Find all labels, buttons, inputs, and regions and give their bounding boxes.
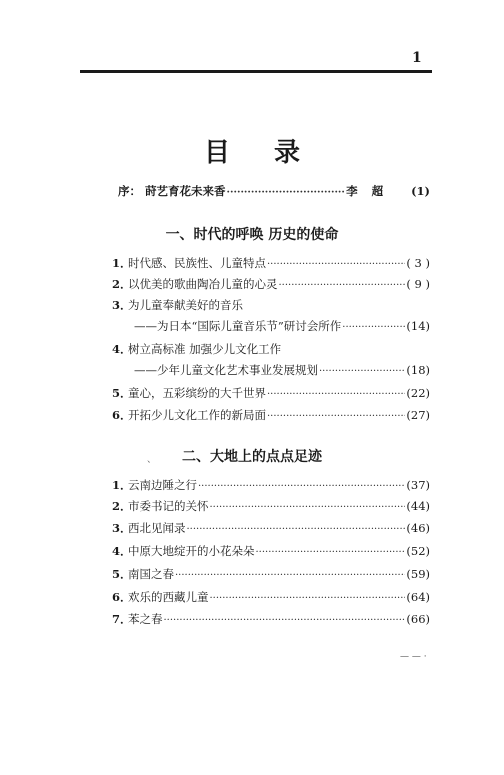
toc-item-title: 中原大地绽开的小花朵朵 (128, 544, 255, 558)
toc-item-page: (46) (406, 521, 430, 535)
toc-leader (164, 612, 406, 630)
toc-leader (210, 590, 406, 608)
toc-item[interactable] (112, 542, 430, 560)
toc-item-title: 以优美的歌曲陶冶儿童的心灵 (128, 277, 278, 291)
toc-item[interactable] (112, 476, 430, 494)
toc-item-page: (44) (406, 499, 430, 513)
section-heading-1: 一、时代的呼唤 历史的使命 (165, 227, 339, 243)
toc-leader (267, 256, 405, 274)
toc-item[interactable] (112, 406, 430, 424)
toc-item-page: ( 3 ) (406, 256, 430, 270)
toc-item-title: 时代感、民族性、儿童特点 (128, 256, 266, 270)
toc-item[interactable] (112, 384, 430, 402)
toc-leader (198, 478, 405, 496)
toc-item-subtitle-text: ——少年儿童文化艺术事业发展规划 (134, 363, 318, 377)
toc-leader (210, 499, 406, 517)
section-heading-2: 二、大地上的点点足迹 (182, 449, 322, 465)
toc-leader (319, 363, 405, 381)
toc-item[interactable] (112, 275, 430, 293)
toc-item-page: ( 9 ) (406, 277, 430, 291)
toc-item-page: (27) (406, 408, 430, 422)
toc-item-number: 1． (112, 256, 132, 270)
toc-item[interactable] (112, 610, 430, 628)
toc-item-page: (37) (406, 478, 430, 492)
toc-item-page: (66) (406, 612, 430, 626)
toc-leader (256, 544, 406, 562)
toc-item-number: 6． (112, 590, 132, 604)
toc-item[interactable] (112, 254, 430, 272)
page-number: 1 (412, 50, 422, 66)
toc-item-page: (18) (406, 363, 430, 377)
toc-item[interactable] (112, 340, 430, 358)
decorative-dash: — — · (400, 652, 427, 662)
toc-item-title: 欢乐的西藏儿童 (128, 590, 209, 604)
toc-preface-author: 李超 (346, 184, 398, 198)
toc-item[interactable] (112, 565, 430, 583)
toc-item[interactable] (112, 519, 430, 537)
toc-leader (267, 408, 405, 426)
toc-item-number: 4． (112, 342, 132, 356)
toc-item-number: 6． (112, 408, 132, 422)
toc-item-number: 7． (112, 612, 132, 626)
toc-item-number: 4． (112, 544, 132, 558)
toc-item-number: 2． (112, 499, 132, 513)
toc-item-subtitle-text: ——为日本“国际儿童音乐节”研讨会所作 (134, 319, 342, 333)
stray-mark: 、 (147, 455, 157, 465)
toc-item-page: (14) (406, 319, 430, 333)
toc-leader (279, 277, 406, 295)
toc-leader (227, 184, 346, 202)
toc-preface-label: 序： 莳艺育花未来香 (118, 184, 226, 198)
toc-leader (342, 319, 405, 337)
toc-item-title: 童心，五彩缤纷的大千世界 (128, 386, 266, 400)
toc-leader (267, 386, 405, 404)
page-title: 目录 (203, 138, 344, 168)
toc-item-number: 1． (112, 478, 132, 492)
toc-item-title: 市委书记的关怀 (128, 499, 209, 513)
toc-item-title: 开拓少儿文化工作的新局面 (128, 408, 266, 422)
toc-item-number: 3． (112, 521, 132, 535)
toc-item[interactable] (112, 497, 430, 515)
toc-item-page: (22) (406, 386, 430, 400)
toc-item-subtitle[interactable] (134, 317, 430, 335)
toc-item-page: (64) (406, 590, 430, 604)
toc-item-title: 树立高标准 加强少儿文化工作 (128, 342, 282, 356)
toc-item-title: 为儿童奉献美好的音乐 (128, 298, 243, 312)
toc-leader (175, 567, 405, 585)
toc-item-number: 2． (112, 277, 132, 291)
toc-leader (187, 521, 406, 539)
toc-item-number: 5． (112, 567, 132, 581)
toc-preface-page: (1) (411, 184, 430, 198)
toc-item-number: 3． (112, 298, 132, 312)
toc-item-page: (59) (406, 567, 430, 581)
header-rule (80, 70, 432, 73)
toc-item-title: 云南边陲之行 (128, 478, 197, 492)
toc-item[interactable] (112, 296, 430, 314)
toc-item-title: 西北见闻录 (128, 521, 186, 535)
toc-item-subtitle[interactable] (134, 361, 430, 379)
toc-item-title: 苯之春 (128, 612, 163, 626)
toc-item-page: (52) (406, 544, 430, 558)
toc-item-number: 5． (112, 386, 132, 400)
toc-item[interactable] (112, 588, 430, 606)
toc-preface[interactable] (118, 182, 430, 200)
toc-item-title: 南国之春 (128, 567, 174, 581)
